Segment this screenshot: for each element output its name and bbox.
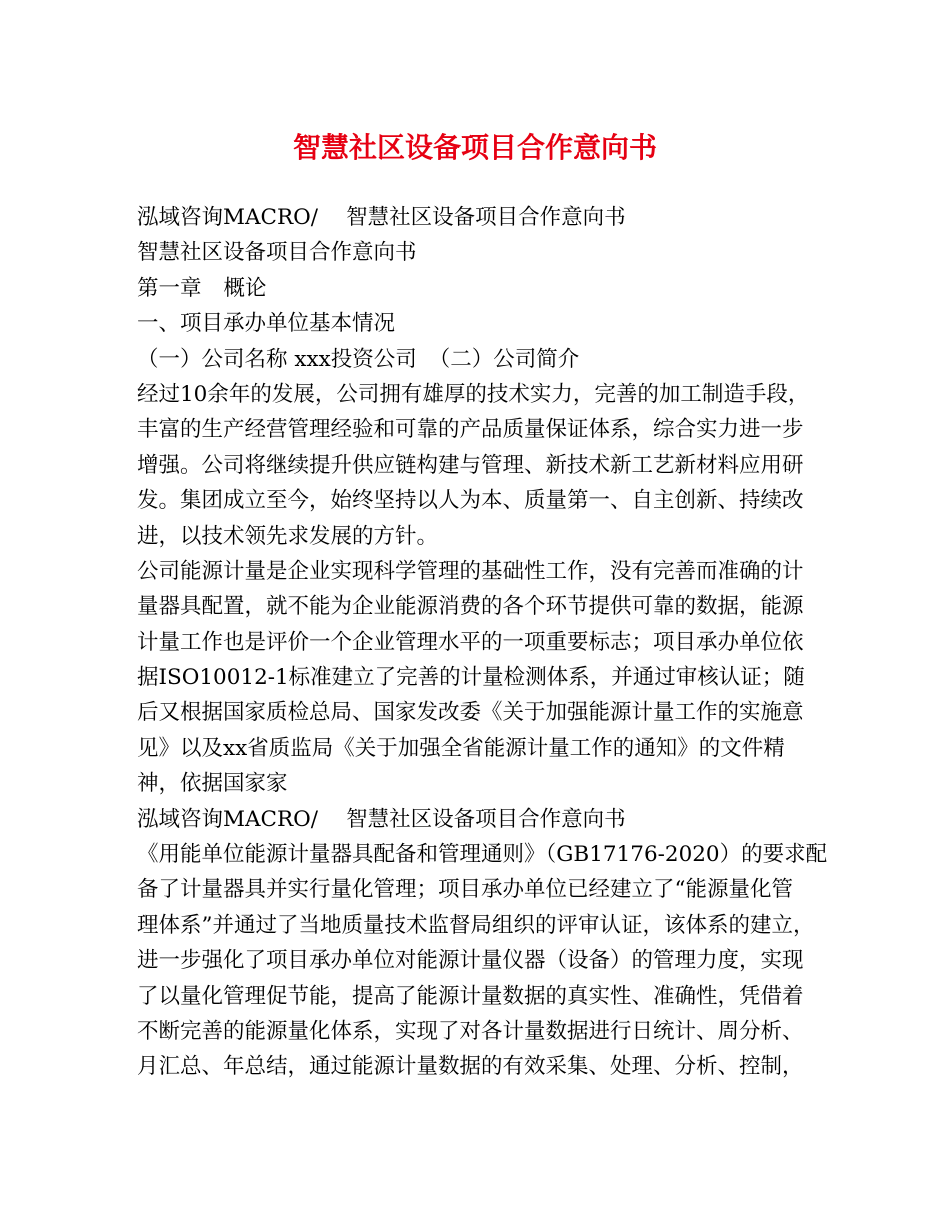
paragraph-line: 月汇总、年总结，通过能源计量数据的有效采集、处理、分析、控制， [137, 1054, 804, 1080]
paragraph-line: 公司能源计量是企业实现科学管理的基础性工作，没有完善而准确的计 [137, 558, 804, 584]
paragraph-line: 理体系”并通过了当地质量技术监督局组织的评审认证，该体系的建立， [137, 912, 815, 938]
paragraph-line: 不断完善的能源量化体系，实现了对各计量数据进行日统计、周分析、 [137, 1018, 804, 1044]
paragraph-company-intro [137, 377, 827, 554]
chapter-label: 第一章 [137, 275, 202, 301]
document-subtitle: 智慧社区设备项目合作意向书 [137, 240, 417, 266]
document-body [137, 200, 827, 1085]
paragraph-line: 进，以技术领先求发展的方针。 [137, 523, 439, 549]
running-header [137, 802, 827, 837]
chapter-heading [137, 271, 827, 306]
header-doc-title: 智慧社区设备项目合作意向书 [346, 205, 626, 230]
section-heading: 一、项目承办单位基本情况 [137, 311, 396, 337]
paragraph-line: 备了计量器具并实行量化管理；项目承办单位已经建立了“能源量化管 [137, 877, 793, 903]
paragraph-line: 增强。公司将继续提升供应链构建与管理、新技术新工艺新材料应用研 [137, 452, 804, 478]
subsection-company-intro: （二）公司简介 [428, 346, 580, 372]
paragraph-line: 神，依据国家家 [137, 771, 288, 797]
paragraph-line: 量器具配置，就不能为企业能源消费的各个环节提供可靠的数据，能源 [137, 594, 804, 620]
header-source: 泓域咨询MACRO/ [137, 205, 319, 230]
paragraph-line: 丰富的生产经营管理经验和可靠的产品质量保证体系，综合实力进一步 [137, 417, 804, 443]
paragraph-line: 后又根据国家质检总局、国家发改委《关于加强能源计量工作的实施意 [137, 700, 804, 726]
paragraph-line: 计量工作也是评价一个企业管理水平的一项重要标志；项目承办单位依 [137, 629, 804, 655]
header-doc-title: 智慧社区设备项目合作意向书 [346, 806, 626, 832]
chapter-name: 概论 [223, 275, 267, 301]
subsection-company-name: （一）公司名称 xxx投资公司 [137, 346, 417, 372]
paragraph-line: 经过10余年的发展，公司拥有雄厚的技术实力，完善的加工制造手段， [137, 381, 810, 407]
paragraph-line: 见》以及xx省质监局《关于加强全省能源计量工作的通知》的文件精 [137, 735, 785, 761]
paragraph-metering-standard [137, 837, 827, 1085]
subsection-heading [137, 342, 827, 377]
paragraph-line: 发。集团成立至今，始终坚持以人为本、质量第一、自主创新、持续改 [137, 488, 804, 514]
paragraph-line: 了以量化管理促节能，提高了能源计量数据的真实性、准确性，凭借着 [137, 983, 804, 1009]
document-title: 智慧社区设备项目合作意向书 [292, 131, 657, 164]
paragraph-energy-metering [137, 554, 827, 802]
running-header [137, 200, 827, 235]
paragraph-line: 据ISO10012-1标准建立了完善的计量检测体系，并通过审核认证；随 [137, 665, 805, 691]
paragraph-line: 进一步强化了项目承办单位对能源计量仪器（设备）的管理力度，实现 [137, 948, 804, 974]
paragraph-line: 《用能单位能源计量器具配备和管理通则》（GB17176-2020）的要求配 [137, 842, 828, 868]
header-source: 泓域咨询MACRO/ [137, 806, 319, 832]
